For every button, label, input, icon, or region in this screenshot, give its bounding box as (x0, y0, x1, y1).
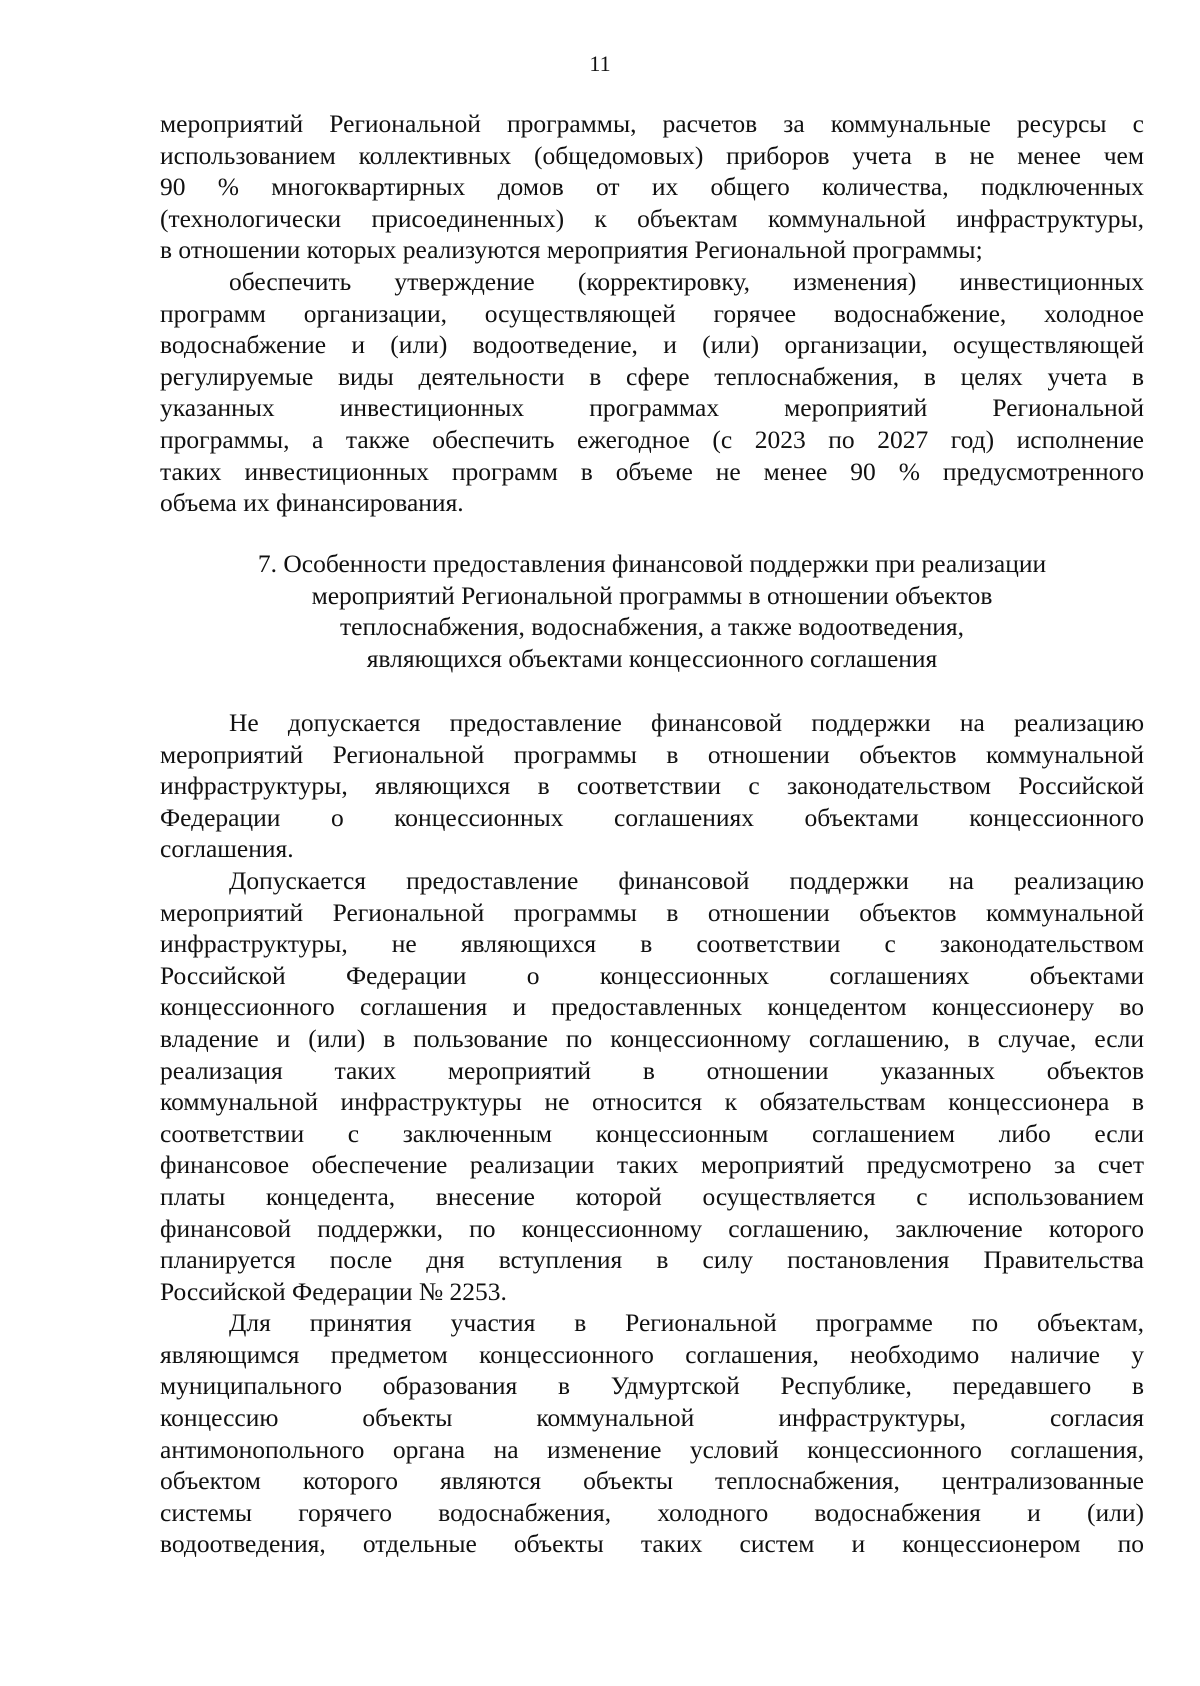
text-line: использованием коллективных (общедомовых) приборов учета в не менее чем (160, 140, 1144, 170)
text-line: Российской Федерации о концессионных соглашениях объектами (160, 960, 1144, 990)
text-line: Федерации о концессионных соглашениях объектами концессионного (160, 802, 1144, 832)
text-line: программ организации, осуществляющей горячее водоснабжение, холодное (160, 298, 1144, 328)
text-line: Российской Федерации № 2253. (160, 1276, 507, 1306)
text-line: муниципального образования в Удмуртской Республике, передавшего в (160, 1371, 1144, 1401)
text-line: финансовое обеспечение реализации таких мероприятий предусмотрено за счет (160, 1150, 1144, 1180)
text-line: системы горячего водоснабжения, холодного водоснабжения и (или) (160, 1497, 1144, 1527)
text-line: инфраструктуры, являющихся в соответствии с законодательством Российской (160, 771, 1144, 801)
text-line: финансовой поддержки, по концессионному соглашению, заключение которого (160, 1213, 1144, 1243)
text-line: Допускается предоставление финансовой поддержки на реализацию (229, 865, 1144, 895)
text-line: в отношении которых реализуются мероприятия Региональной программы; (160, 235, 983, 265)
heading-line: 7. Особенности предоставления финансовой поддержки при реализации (257, 549, 1047, 578)
text-line: мероприятий Региональной программы в отношении объектов коммунальной (160, 897, 1144, 927)
text-line: программы, а также обеспечить ежегодное (с 2023 по 2027 год) исполнение (160, 424, 1144, 454)
text-line: планируется после дня вступления в силу постановления Правительства (160, 1245, 1144, 1275)
section-heading (160, 548, 1144, 674)
body-text-block (160, 707, 1144, 1560)
page-number: 11 (589, 51, 611, 76)
text-line: мероприятий Региональной программы в отношении объектов коммунальной (160, 739, 1144, 769)
text-line: Для принятия участия в Региональной программе по объектам, (229, 1308, 1144, 1338)
text-line: регулируемые виды деятельности в сфере теплоснабжения, в целях учета в (160, 361, 1144, 391)
top-text-block (160, 108, 1144, 519)
text-line: антимонопольного органа на изменение условий концессионного соглашения, (160, 1434, 1144, 1464)
text-line: Не допускается предоставление финансовой поддержки на реализацию (229, 708, 1144, 737)
heading-line: являющихся объектами концессионного соглашения (366, 643, 938, 673)
text-line: обеспечить утверждение (корректировку, изменения) инвестиционных (229, 266, 1144, 296)
heading-line: теплоснабжения, водоснабжения, а также водоотведения, (339, 612, 964, 642)
text-line: (технологически присоединенных) к объектам коммунальной инфраструктуры, (160, 203, 1144, 233)
text-line: коммунальной инфраструктуры не относится к обязательствам концессионера в (160, 1087, 1144, 1117)
text-line: 90 % многоквартирных домов от их общего количества, подключенных (160, 172, 1144, 202)
text-line: платы концедента, внесение которой осуществляется с использованием (160, 1181, 1144, 1211)
text-line: объектом которого являются объекты теплоснабжения, централизованные (160, 1466, 1144, 1496)
text-line: таких инвестиционных программ в объеме не менее 90 % предусмотренного (160, 456, 1144, 486)
text-line: реализация таких мероприятий в отношении указанных объектов (160, 1055, 1144, 1085)
text-line: мероприятий Региональной программы, расчетов за коммунальные ресурсы с (160, 109, 1144, 138)
text-line: водоотведения, отдельные объекты таких систем и концессионером по (160, 1529, 1144, 1559)
text-line: являющимся предметом концессионного соглашения, необходимо наличие у (160, 1339, 1144, 1369)
text-line: водоснабжение и (или) водоотведение, и (или) организации, осуществляющей (160, 330, 1144, 360)
text-line: концессию объекты коммунальной инфраструктуры, согласия (160, 1403, 1144, 1433)
text-line: соглашения. (160, 834, 294, 864)
text-line: соответствии с заключенным концессионным соглашением либо если (160, 1118, 1144, 1148)
text-line: концессионного соглашения и предоставленных концедентом концессионеру во (160, 992, 1144, 1022)
text-line: указанных инвестиционных программах мероприятий Региональной (160, 393, 1144, 423)
text-line: владение и (или) в пользование по концессионному соглашению, в случае, если (160, 1023, 1144, 1053)
heading-line: мероприятий Региональной программы в отношении объектов (311, 580, 993, 610)
text-line: инфраструктуры, не являющихся в соответствии с законодательством (160, 929, 1144, 959)
text-line: объема их финансирования. (160, 488, 464, 518)
